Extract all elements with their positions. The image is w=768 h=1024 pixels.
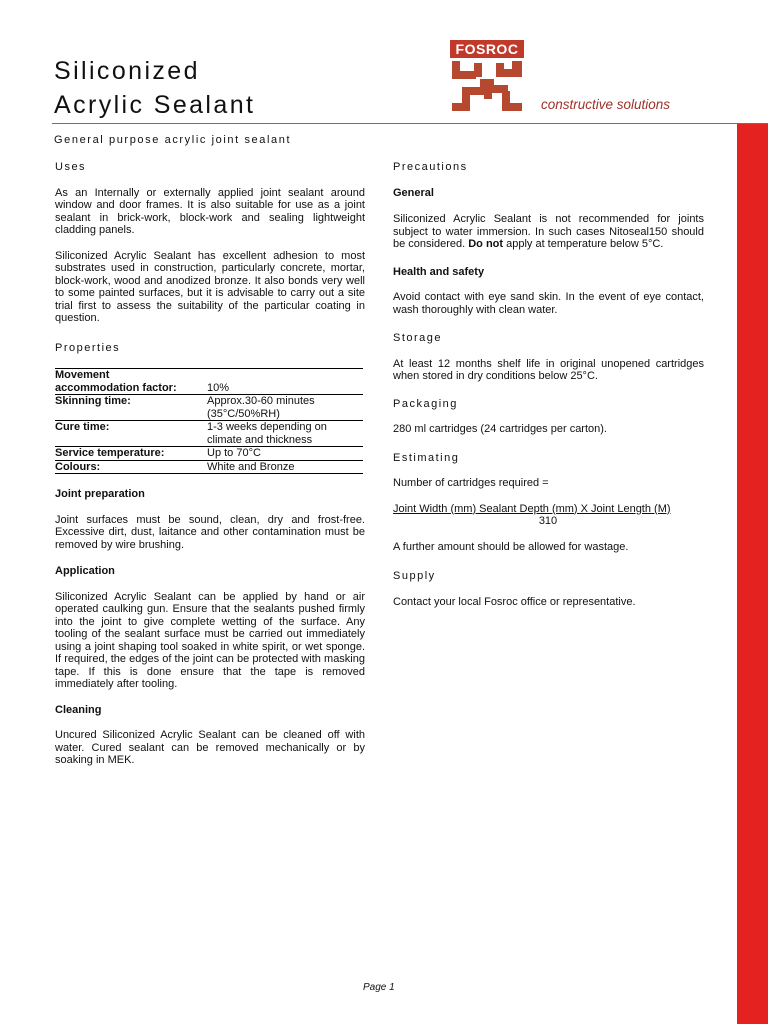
property-value: Up to 70°C (207, 447, 261, 459)
property-label: Colours: (55, 460, 101, 473)
health-safety-heading: Health and safety (393, 265, 485, 278)
storage-heading: Storage (393, 332, 443, 344)
storage-text: At least 12 months shelf life in original unopened cartridges when stored in dry conditions below 25°C. (393, 357, 704, 382)
right-column (393, 161, 704, 608)
table-row (55, 460, 363, 474)
formula-numerator: Joint Width (mm) Sealant Depth (mm) X Joint Length (M) (393, 502, 671, 515)
left-column (55, 161, 365, 767)
properties-heading: Properties (55, 341, 121, 354)
formula-denominator: 310 (538, 515, 558, 527)
general-text: Siliconized Acrylic Sealant is not recommended for joints subject to water immersion. In such cases Nitoseal150 should be considered. Do not apply at temperature below 5°C. (393, 213, 704, 250)
document-title-line2: Acrylic Sealant (54, 91, 256, 119)
property-value: 10% (207, 381, 230, 394)
property-label: Service temperature: (55, 447, 165, 459)
application-text: Siliconized Acrylic Sealant can be applied by hand or air operated caulking gun. Ensure that the sealants pushed firmly into the joint to give complete wetting of the surface. Any tooling of the sealant surface must be carried out immediately using a joint shaping tool soaked in white spirit, or wet sponge. If required, the edges of the joint can be protected with masking tape. If this is done ensure that the tape is removed immediately after tooling. (55, 590, 365, 690)
document-subtitle: General purpose acrylic joint sealant (54, 134, 292, 146)
logo-wordmark: FOSROC (450, 40, 524, 58)
packaging-heading: Packaging (393, 397, 458, 410)
table-row (55, 369, 363, 395)
estimating-intro: Number of cartridges required = (393, 477, 549, 489)
fosroc-logo (450, 40, 524, 113)
property-value: 1-3 weeks depending on climate and thickness (207, 421, 327, 446)
property-value: Approx.30-60 minutes (35°C/50%RH) (207, 395, 315, 420)
cleaning-text: Uncured Siliconized Acrylic Sealant can be cleaned off with water. Cured sealant can be removed mechanically or by soaking in MEK. (55, 729, 365, 766)
packaging-text: 280 ml cartridges (24 cartridges per carton). (393, 423, 607, 435)
table-row (55, 447, 363, 461)
header-rule (52, 123, 768, 124)
supply-text: Contact your local Fosroc office or representative. (393, 595, 636, 608)
property-label: Skinning time: (55, 395, 131, 407)
property-label: Cure time: (55, 421, 110, 433)
logo-mark-icon (450, 40, 524, 113)
precautions-heading: Precautions (393, 161, 468, 173)
page-number: Page 1 (363, 982, 395, 993)
table-row (55, 421, 363, 447)
general-heading: General (393, 186, 434, 199)
property-value: White and Bronze (207, 460, 295, 473)
supply-heading: Supply (393, 570, 436, 582)
side-accent-bar (737, 124, 768, 1024)
joint-preparation-text: Joint surfaces must be sound, clean, dry and frost-free. Excessive dirt, dust, laitance and other contamination must be removed by wire brushing. (55, 513, 365, 551)
document-title-line1: Siliconized (54, 57, 200, 85)
wastage-text: A further amount should be allowed for wastage. (393, 540, 629, 553)
uses-heading: Uses (55, 161, 87, 173)
uses-paragraph-2: Siliconized Acrylic Sealant has excellent adhesion to most substrates used in construction, particularly concrete, mortar, block-work, wood and anodized bronze. It also bonds very well to some painted surfaces, but it is advisable to carry out a site trial first to assess the suitability of the particular coating in question. (55, 249, 365, 324)
properties-table (55, 368, 363, 474)
brand-tagline: constructive solutions (541, 97, 671, 112)
health-safety-text: Avoid contact with eye sand skin. In the event of eye contact, wash thoroughly with clean water. (393, 291, 704, 316)
estimating-heading: Estimating (393, 451, 460, 464)
table-row (55, 395, 363, 421)
property-label: Movement accommodation factor: (55, 369, 177, 394)
uses-paragraph-1: As an Internally or externally applied joint sealant around window and door frames. It is also suitable for use as a joint sealant in brick-work, block-work and sealing lightweight cladding panels. (55, 186, 365, 236)
application-heading: Application (55, 565, 115, 577)
joint-preparation-heading: Joint preparation (55, 488, 145, 500)
cleaning-heading: Cleaning (55, 703, 102, 716)
